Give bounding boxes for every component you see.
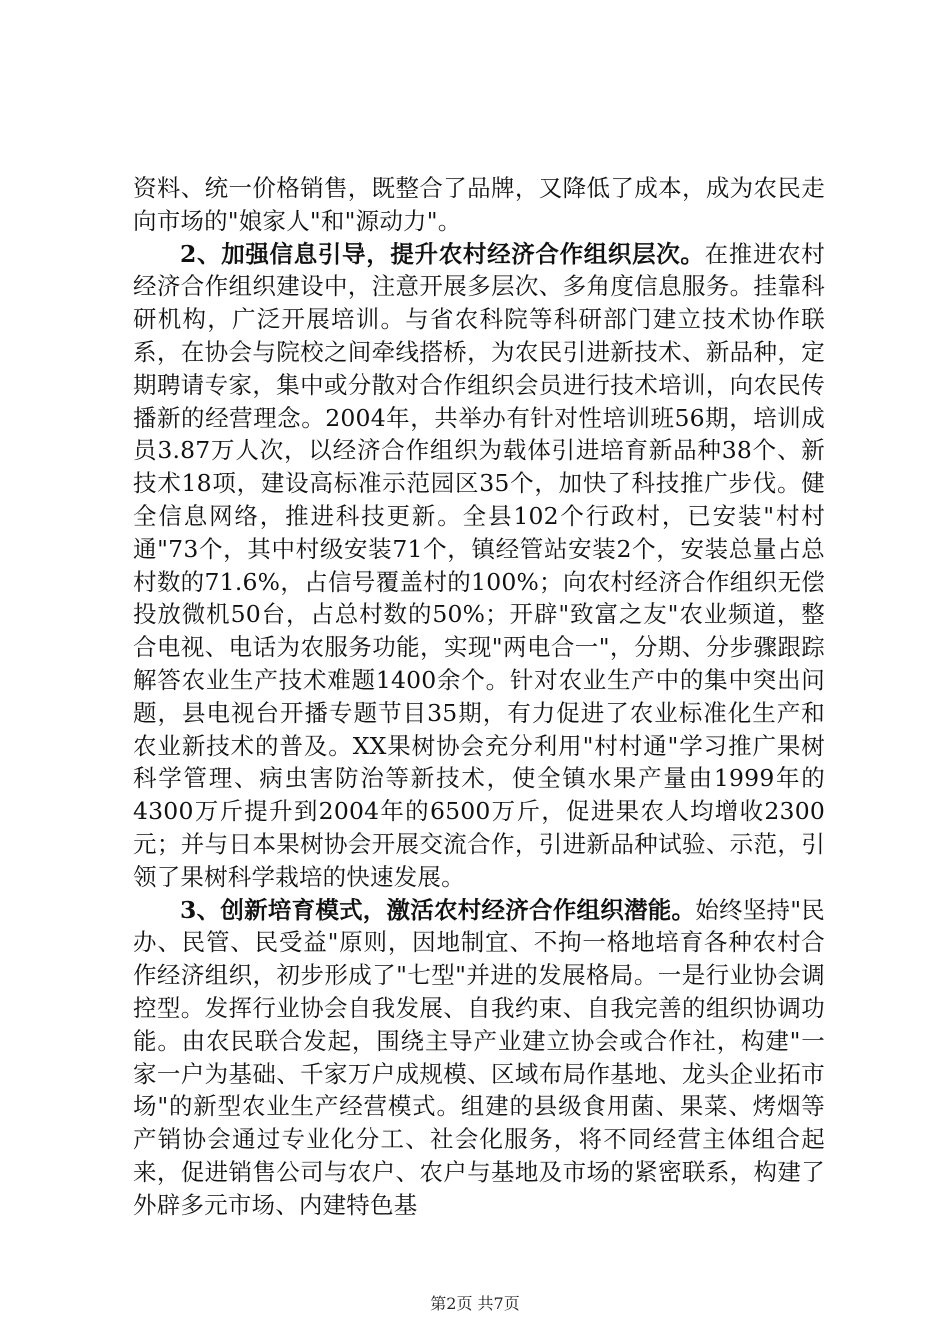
paragraph-section-2 — [133, 238, 825, 894]
paragraph-text: 在推进农村经济合作组织建设中，注意开展多层次、多角度信息服务。挂靠科研机构，广泛开展培训。与省农科院等科研部门建立技术协作联系，在协会与院校之间牵线搭桥，为农民引进新技术、新品种，定期聘请专家，集中或分散对合作组织会员进行技术培训，向农民传播新的经营理念。2004年，共举办有针对性培训班56期，培训成员3.87万人次，以经济合作组织为载体引进培育新品种38个、新技术18项，建设高标准示范园区35个，加快了科技推广步伐。健全信息网络，推进科技更新。全县102个行政村，已安装"村村通"73个，其中村级安装71个，镇经管站安装2个，安装总量占总村数的71.6%，占信号覆盖村的100%；向农村经济合作组织无偿投放微机50台，占总村数的50%；开辟"致富之友"农业频道，整合电视、电话为农服务功能，实现"两电合一"，分期、分步骤跟踪解答农业生产技术难题1400余个。针对农业生产中的集中突出问题，县电视台开播专题节目35期，有力促进了农业标准化生产和农业新技术的普及。XX果树协会充分利用"村村通"学习推广果树科学管理、病虫害防治等新技术，使全镇水果产量由1999年的4300万斤提升到2004年的6500万斤，促进果农人均增收2300元；并与日本果树协会开展交流合作，引进新品种试验、示范，引领了果树科学栽培的快速发展。 — [133, 239, 825, 891]
paragraph-section-3 — [133, 894, 825, 1222]
page-footer — [0, 1294, 950, 1314]
document-body — [133, 172, 825, 1222]
paragraph-text: 始终坚持"民办、民管、民受益"原则，因地制宜、不拘一格地培育各种农村合作经济组织，初步形成了"七型"并进的发展格局。一是行业协会调控型。发挥行业协会自我发展、自我约束、自我完善的组织协调功能。由农民联合发起，围绕主导产业建立协会或合作社，构建"一家一户为基础、千家万户成规模、区域布局作基地、龙头企业拓市场"的新型农业生产经营模式。组建的县级食用菌、果菜、烤烟等产销协会通过专业化分工、社会化服务，将不同经营主体组合起来，促进销售公司与农户、农户与基地及市场的紧密联系，构建了外辟多元市场、内建特色基 — [133, 895, 825, 1219]
paragraph-continuation — [133, 172, 825, 238]
page-number-label: 第2页 共7页 — [430, 1294, 520, 1313]
paragraph-text: 资料、统一价格销售，既整合了品牌，又降低了成本，成为农民走向市场的"娘家人"和"源动力"。 — [133, 174, 825, 235]
section-heading: 2、加强信息引导，提升农村经济合作组织层次。 — [180, 239, 705, 268]
section-heading: 3、创新培育模式，激活农村经济合作组织潜能。 — [180, 895, 696, 924]
